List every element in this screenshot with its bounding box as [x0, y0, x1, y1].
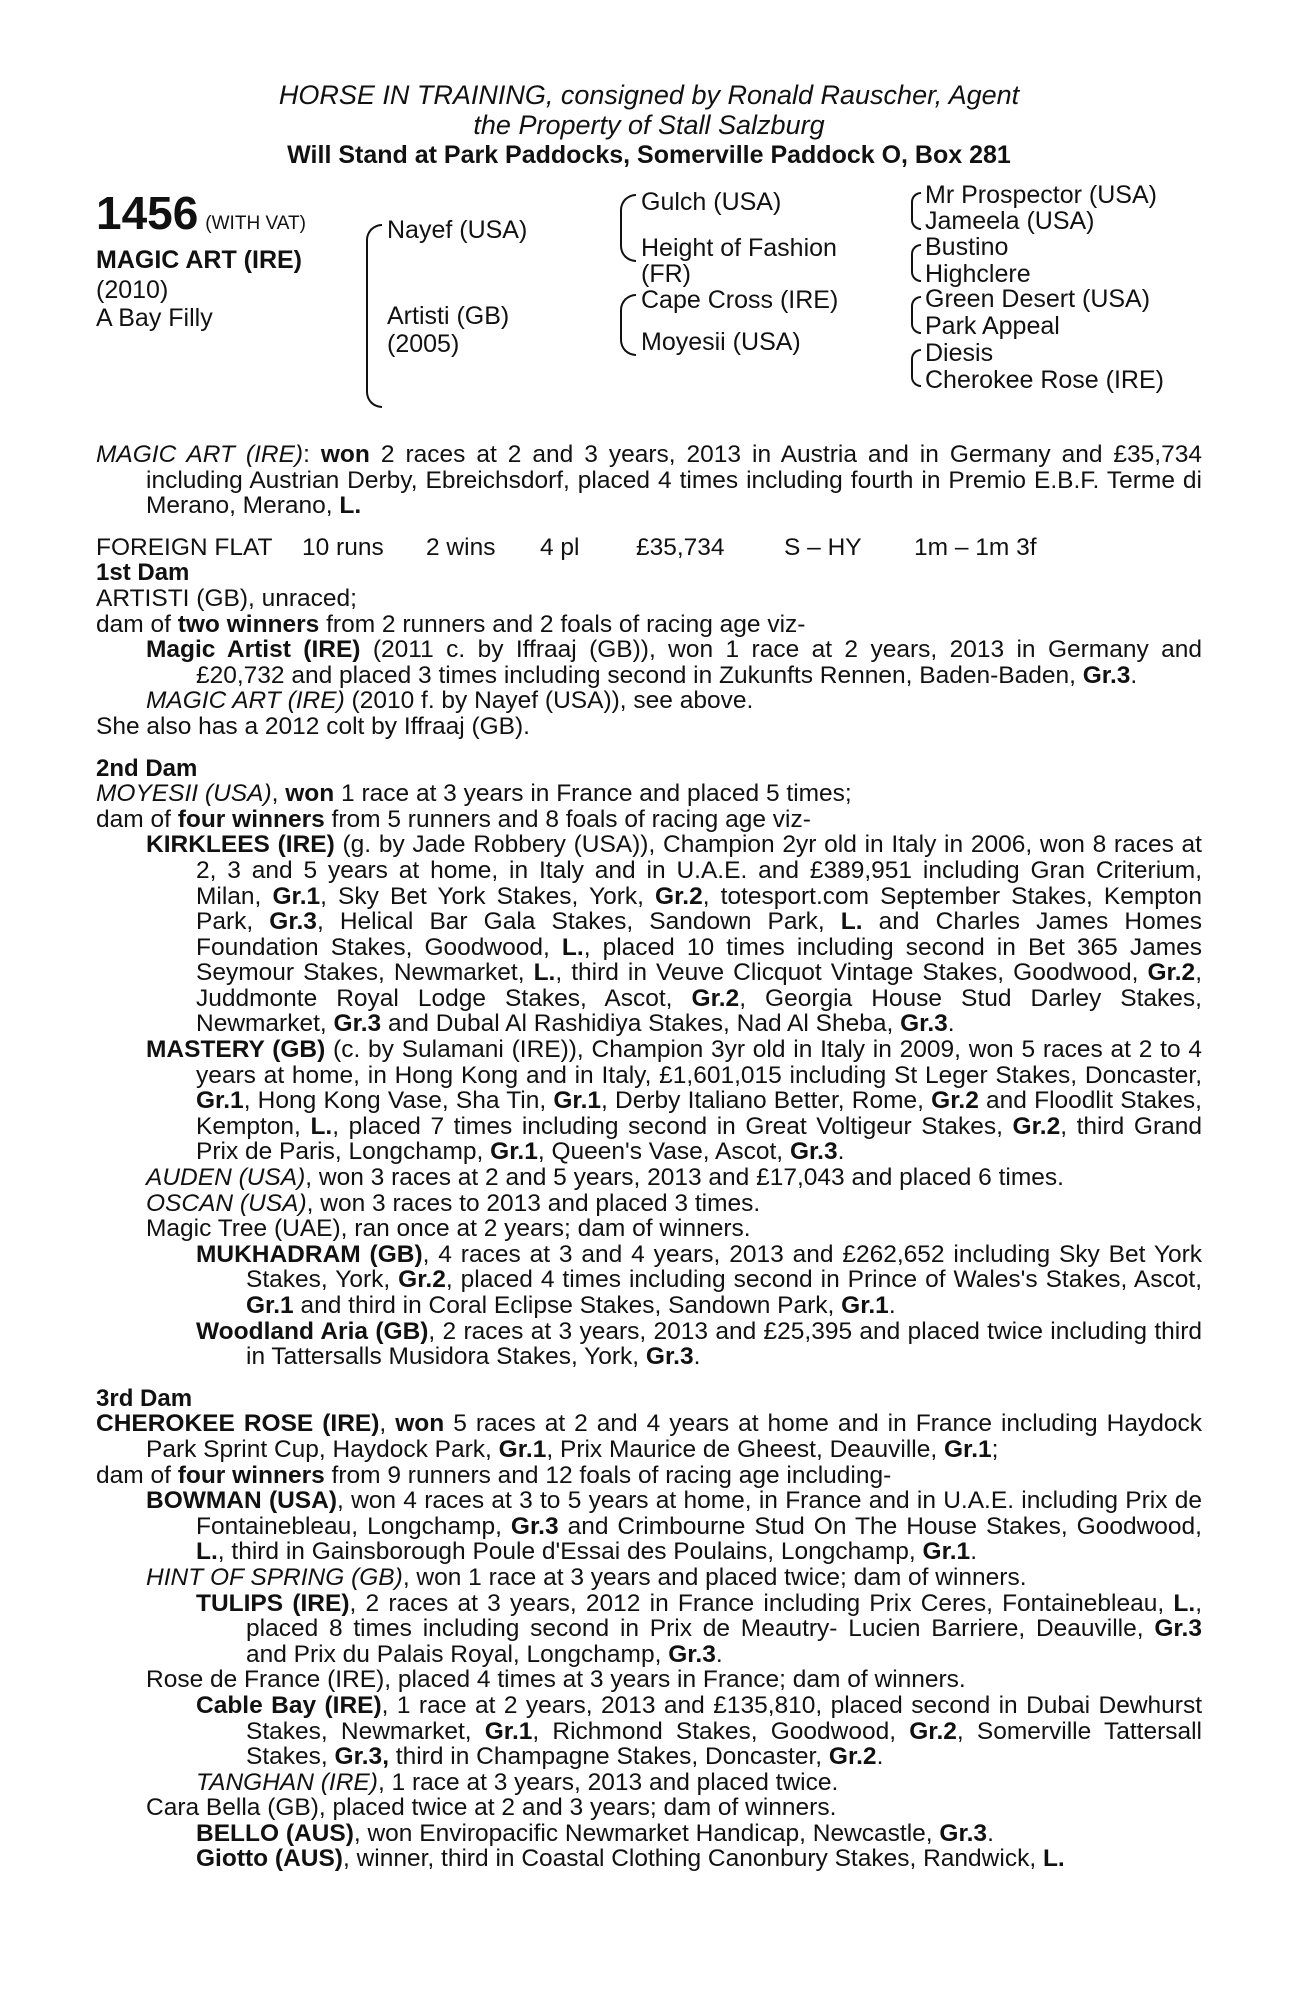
horse-name: MAGIC ART (IRE) [96, 246, 302, 274]
summary-text: 2 races at 2 and 3 years, 2013 in Austria and in Germany and £35,734 including Austrian Derby, Ebreichsdorf, placed 4 times including fourth in Premio E.B.F. Terme di Merano, Merano, [146, 441, 1202, 520]
brace-ggp-3 [911, 296, 921, 334]
foreign-flat-stats [96, 535, 1202, 561]
third-dam-line2: dam of four winners from 9 runners and 12 foals of racing age including- [96, 1461, 892, 1489]
progeny-mukhadram: MUKHADRAM (GB), 4 races at 3 and 4 years, 2013 and £262,652 including Sky Bet York Stakes, York, Gr.2, placed 4 times including second in Prince of Wales's Stakes, Ascot, Gr.1 and third in Coral Eclipse Stakes, Sandown Park, Gr.1. [196, 1240, 1203, 1319]
dam-dam-name: Moyesii (USA) [641, 328, 801, 356]
second-dam-heading: 2nd Dam [96, 754, 198, 782]
progeny-woodland-aria: Woodland Aria (GB), 2 races at 3 years, 2013 and £25,395 and placed twice including third in Tattersalls Musidora Stakes, York, Gr.3. [196, 1317, 1203, 1371]
first-dam-note: She also has a 2012 colt by Iffraaj (GB). [96, 712, 530, 740]
summary-won: won [320, 441, 370, 468]
progeny-rose-de-france: Rose de France (IRE), placed 4 times at 3 years in France; dam of winners. [146, 1666, 966, 1694]
progeny-magic-tree: Magic Tree (UAE), ran once at 2 years; dam of winners. [146, 1215, 751, 1243]
stats-going: S – HY [784, 533, 862, 561]
ggp-dam-3: Park Appeal [925, 312, 1060, 340]
stats-wins: 2 wins [426, 533, 496, 561]
catalogue-page [96, 80, 1202, 1872]
progeny-hint-of-spring: HINT OF SPRING (GB), won 1 race at 3 years and placed twice; dam of winners. [146, 1563, 1027, 1591]
stats-placed: 4 pl [540, 533, 580, 561]
first-dam-heading: 1st Dam [96, 559, 190, 587]
progeny-tulips: TULIPS (IRE), 2 races at 3 years, 2012 in France including Prix Ceres, Fontainebleau, L., placed 8 times including second in Prix de Meautry- Lucien Barriere, Deauville, Gr.3 and Prix du Palais Royal, Longchamp, Gr.3. [196, 1589, 1202, 1668]
first-dam-progeny-2: MAGIC ART (IRE) (2010 f. by Nayef (USA)), see above. [146, 687, 754, 715]
third-dam-heading: 3rd Dam [96, 1384, 193, 1412]
dam-line-brace [620, 294, 636, 356]
ggp-dam-2: Highclere [925, 260, 1031, 288]
sire-name: Nayef (USA) [387, 216, 528, 244]
stats-runs: 10 runs [302, 533, 384, 561]
progeny-cara-bella: Cara Bella (GB), placed twice at 2 and 3 years; dam of winners. [146, 1794, 837, 1822]
sire-dam-brace [366, 224, 382, 408]
first-dam-line2: dam of two winners from 2 runners and 2 foals of racing age viz- [96, 610, 806, 638]
stats-earnings: £35,734 [636, 533, 725, 561]
brace-ggp-1 [911, 192, 921, 230]
brace-ggp-2 [911, 244, 921, 282]
foaling-year: (2010) [96, 276, 169, 304]
ggp-dam-1: Jameela (USA) [925, 207, 1095, 235]
sire-line-brace [620, 194, 636, 262]
progeny-kirklees: KIRKLEES (IRE) (g. by Jade Robbery (USA)), Champion 2yr old in Italy in 2006, won 8 races at 2, 3 and 5 years at home, in Italy and in U.A.E. and £389,951 including Gran Criterium, Milan, Gr.1, Sky Bet York Stakes, York, Gr.2, totesport.com September Stakes, Kempton Park, Gr.3, Helical Bar Gala Stakes, Sandown Park, L. and Charles James Homes Foundation Stakes, Goodwood, L., placed 10 times including second in Bet 365 James Seymour Stakes, Newmarket, L., third in Veuve Clicquot Vintage Stakes, Goodwood, Gr.2, Juddmonte Royal Lodge Stakes, Ascot, Gr.2, Georgia House Stud Darley Stakes, Newmarket, Gr.3 and Dubal Al Rashidiya Stakes, Nad Al Sheba, Gr.3. [146, 831, 1202, 1038]
dam-name: Artisti (GB) [387, 302, 510, 330]
header-location: Will Stand at Park Paddocks, Somerville Paddock O, Box 281 [287, 141, 1011, 169]
sire-dam-country: (FR) [641, 260, 691, 288]
progeny-cable-bay: Cable Bay (IRE), 1 race at 2 years, 2013 and £135,810, placed second in Dubai Dewhurst Stakes, Newmarket, Gr.1, Richmond Stakes, Goodwood, Gr.2, Somerville Tattersall Stakes, Gr.3, third in Champagne Stakes, Doncaster, Gr.2. [196, 1691, 1203, 1771]
dam-sire-name: Cape Cross (IRE) [641, 286, 839, 314]
ggp-sire-2: Bustino [925, 233, 1009, 261]
progeny-oscan: OSCAN (USA), won 3 races to 2013 and placed 3 times. [146, 1189, 761, 1217]
brace-ggp-4 [911, 349, 921, 387]
progeny-bello: BELLO (AUS), won Enviropacific Newmarket Handicap, Newcastle, Gr.3. [196, 1819, 994, 1847]
stats-label: FOREIGN FLAT [96, 533, 273, 561]
ggp-sire-4: Diesis [925, 339, 994, 367]
spacer [96, 1370, 1202, 1386]
sire-sire-name: Gulch (USA) [641, 188, 782, 216]
second-dam-line1: MOYESII (USA), won 1 race at 3 years in France and placed 5 times; [96, 780, 852, 808]
first-dam-progeny-1: Magic Artist (IRE) (2011 c. by Iffraaj (GB)), won 1 race at 2 years, 2013 in Germany and £20,732 and placed 3 times including second in Zukunfts Rennen, Baden-Baden, Gr.3. [146, 636, 1202, 689]
summary-listed: L. [339, 492, 362, 520]
race-record [96, 442, 1202, 1872]
first-dam-line1: ARTISTI (GB), unraced; [96, 584, 357, 612]
vat-label: (WITH VAT) [205, 213, 306, 234]
progeny-bowman: BOWMAN (USA), won 4 races at 3 to 5 years at home, in France and in U.A.E. including Prix de Fontainebleau, Longchamp, Gr.3 and Crimbourne Stud On The House Stakes, Goodwood, L., third in Gainsborough Poule d'Essai des Poulains, Longchamp, Gr.1. [146, 1487, 1202, 1566]
progeny-mastery: MASTERY (GB) (c. by Sulamani (IRE)), Champion 3yr old in Italy in 2009, won 5 races at 2 to 4 years at home, in Hong Kong and in Italy, £1,601,015 including St Leger Stakes, Doncaster, Gr.1, Hong Kong Vase, Sha Tin, Gr.1, Derby Italiano Better, Rome, Gr.2 and Floodlit Stakes, Kempton, L., placed 7 times including second in Great Voltigeur Stakes, Gr.2, third Grand Prix de Paris, Longchamp, Gr.1, Queen's Vase, Ascot, Gr.3. [146, 1036, 1202, 1166]
ggp-sire-1: Mr Prospector (USA) [925, 181, 1157, 209]
ggp-sire-3: Green Desert (USA) [925, 285, 1151, 313]
ggp-dam-4: Cherokee Rose (IRE) [925, 366, 1164, 394]
lot-number-line [96, 188, 306, 238]
progeny-giotto: Giotto (AUS), winner, third in Coastal Clothing Canonbury Stakes, Randwick, L. [196, 1845, 1065, 1873]
progeny-auden: AUDEN (USA), won 3 races at 2 and 5 years, 2013 and £17,043 and placed 6 times. [146, 1164, 1064, 1192]
summary-horse-name: MAGIC ART (IRE) [96, 441, 304, 468]
progeny-tanghan: TANGHAN (IRE), 1 race at 3 years, 2013 and placed twice. [196, 1768, 839, 1796]
spacer [96, 740, 1202, 756]
stats-distance: 1m – 1m 3f [914, 533, 1037, 561]
dam-year: (2005) [387, 330, 460, 358]
second-dam-line2: dam of four winners from 5 runners and 8 foals of racing age viz- [96, 805, 811, 833]
summary-paragraph: MAGIC ART (IRE): won 2 races at 2 and 3 years, 2013 in Austria and in Germany and £35,734 including Austrian Derby, Ebreichsdorf, placed 4 times including fourth in Premio E.B.F. Terme di Merano, Merano, L. [96, 441, 1202, 520]
header-property: the Property of Stall Salzburg [473, 110, 825, 140]
pedigree-block [96, 181, 1202, 428]
lot-number: 1456 [96, 187, 199, 239]
third-dam-line1: CHEROKEE ROSE (IRE), won 5 races at 2 and 4 years at home and in France including Haydock Park Sprint Cup, Haydock Park, Gr.1, Prix Maurice de Gheest, Deauville, Gr.1; [96, 1410, 1202, 1463]
header-consignor: HORSE IN TRAINING, consigned by Ronald Rauscher, Agent [278, 80, 1020, 110]
sire-dam-name: Height of Fashion [641, 234, 837, 262]
horse-description: A Bay Filly [96, 304, 213, 332]
